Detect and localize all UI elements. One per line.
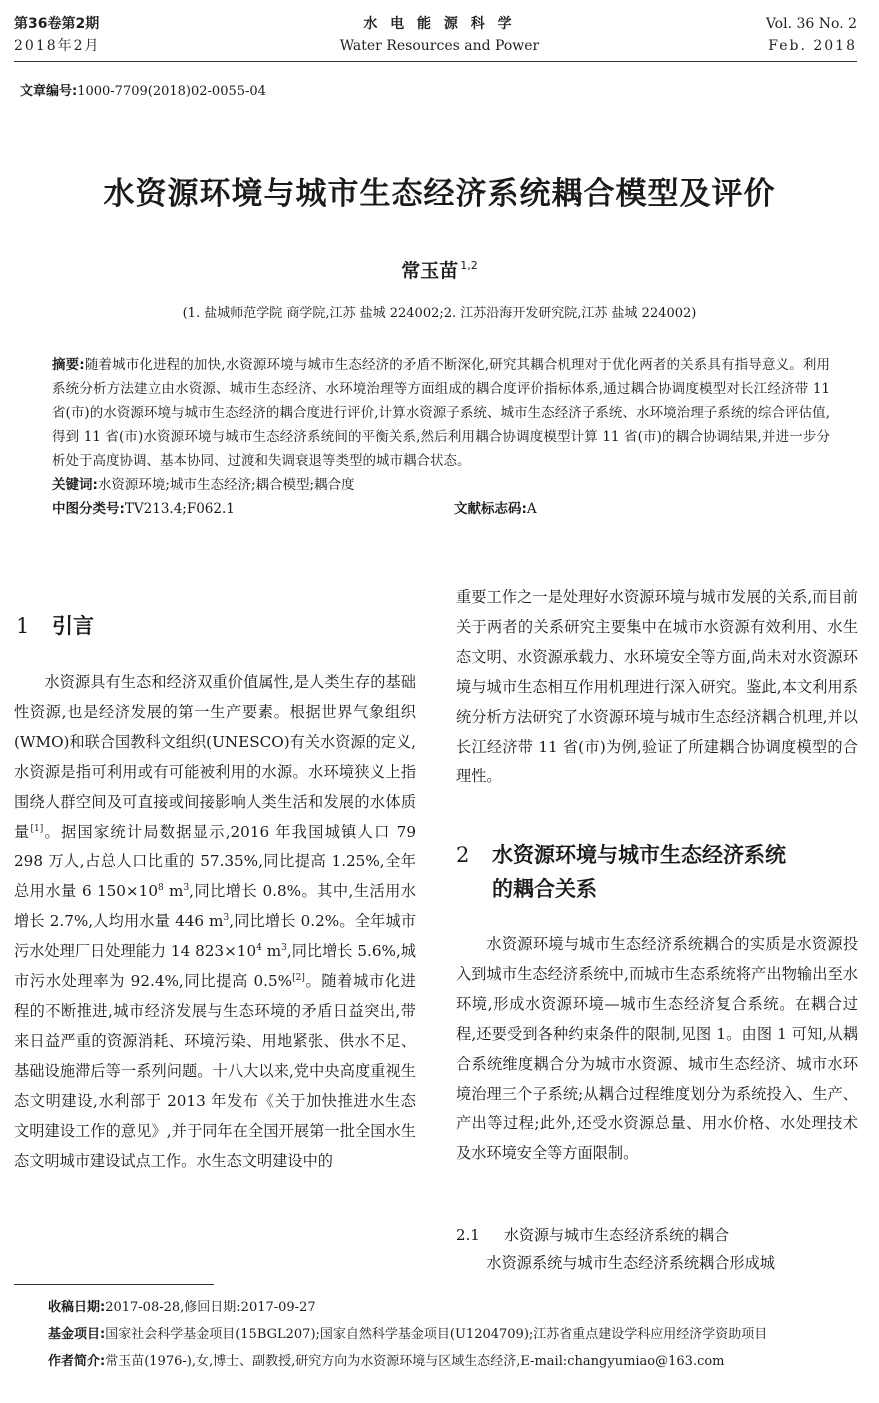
section-2-paragraph: 水资源环境与城市生态经济系统耦合的实质是水资源投入到城市生态经济系统中,而城市生态系统将产出物输出至水环境,形成水资源环境—城市生态经济复合系统。在耦合过程,还要受到各种约束条件的限制,见图 1。由图 1 可知,从耦合系统维度耦合分为城市水资源、城市生态经济、城市水环境治理三个子系统;从耦合过程维度划分为系统投入、生产、产出等过程;此外,还受水资源总量、用水价格、水处理技术及水环境安全等方面限制。: [456, 935, 858, 1163]
affiliation: (1. 盐城师范学院 商学院,江苏 盐城 224002;2. 江苏沿海开发研究院,江苏 盐城 224002): [182, 306, 697, 321]
header-date-cn: 2018年2月: [14, 38, 101, 54]
footnotes: [14, 1294, 864, 1375]
article-id-value: 1000-7709(2018)02-0055-04: [77, 84, 266, 99]
keywords: [52, 473, 830, 497]
footnote-received: 收稿日期:2017-08-28,修回日期:2017-09-27: [48, 1300, 316, 1315]
section-2-body: [456, 930, 858, 1169]
article-id-label: 文章编号:: [20, 84, 78, 99]
section-2-1-paragraph: 水资源系统与城市生态经济系统耦合形成城: [486, 1254, 775, 1272]
paper-title: 水资源环境与城市生态经济系统耦合模型及评价: [103, 176, 776, 212]
header-journal-cn: 水 电 能 源 科 学: [363, 16, 516, 32]
doc-code: [454, 497, 537, 521]
intro-paragraph: 水资源具有生态和经济双重价值属性,是人类生存的基础性资源,也是经济发展的第一生产要素。根据世界气象组织(WMO)和联合国教科文组织(UNESCO)有关水资源的定义,水资源是指可利用或有可能被利用的水源。水环境狭义上指围绕人群空间及可直接或间接影响人类生活和发展的水体质量[1]。据国家统计局数据显示,2016 年我国城镇人口 79 298 万人,占总人口比重的 57.35%,同比提高 1.25%,全年总用水量 6 $150\times 10^8$ $m^3$,同比增长 0.8%。其中,生活用水增长 2.7%,人均用水量 446 $m^3$,同比增长 0.2%。全年城市污水处理厂日处理能力 14 $823\times 10^4$ $m^3$,同比增长 5.6%,城市污水处理率为 92.4%,同比提高 0.5%[2]。随着城市化进程的不断推进,城市经济发展与生态环境的矛盾日益突出,带来日益严重的资源消耗、环境污染、用地紧张、供水不足、基础设施滞后等一系列问题。十八大以来,党中央高度重视生态文明建设,水利部于 2013 年发布《关于加快推进水生态文明建设工作的意见》,并于同年在全国开展第一批全国水生态文明城市建设试点工作。水生态文明建设中的: [14, 673, 417, 1170]
ref-2: [2]: [292, 973, 305, 984]
keywords-label: 关键词:: [52, 477, 98, 493]
section-2-title-line1: 水资源环境与城市生态经济系统: [492, 843, 786, 867]
header-rule: [14, 61, 857, 62]
section-2-heading: [456, 838, 866, 906]
abstract-label: 摘要:: [52, 357, 85, 373]
ref-1: [1]: [30, 823, 44, 834]
author: [0, 256, 879, 283]
section-2-1-heading: [456, 1220, 729, 1250]
clc-label: 中图分类号:: [52, 501, 125, 517]
section-2-1-body: [456, 1249, 858, 1279]
header-volume-issue: 第36卷第2期: [14, 16, 100, 32]
abstract: [52, 353, 830, 521]
section-2-1-title: 水资源与城市生态经济系统的耦合: [504, 1226, 730, 1244]
section-2-number: 2: [456, 843, 470, 867]
section-2-title-line2: 的耦合关系: [492, 877, 597, 901]
abstract-text: 随着城市化进程的加快,水资源环境与城市生态经济的矛盾不断深化,研究其耦合机理对于优化两者的关系具有指导意义。利用系统分析方法建立由水资源、城市生态经济、水环境治理等方面组成的耦合度评价指标体系,通过耦合协调度模型对长江经济带 11 省(市)的水资源环境与城市生态经济的耦合度进行评价,计算水资源子系统、城市生态经济子系统、水环境治理子系统的综合评估值,得到 11 省(市)水资源环境与城市生态经济系统间的平衡关系,然后利用耦合协调度模型计算 11 省(市)的耦合协调结果,并进一步分析处于高度协调、基本协同、过渡和失调衰退等类型的城市耦合状态。: [52, 357, 830, 469]
keywords-text: 水资源环境;城市生态经济;耦合模型;耦合度: [97, 477, 355, 493]
footnote-bio: 作者简介:常玉苗(1976-),女,博士、副教授,研究方向为水资源环境与区域生态经济,E-mail:changyumiao@163.com: [48, 1354, 725, 1369]
header-journal-en: Water Resources and Power: [339, 38, 540, 54]
header-volume-en: Vol. 36 No. 2: [765, 16, 857, 32]
author-sup: 1,2: [460, 259, 478, 272]
author-name: 常玉苗: [401, 260, 459, 282]
footnote-rule: [14, 1284, 214, 1285]
classification-line: [52, 497, 830, 521]
section-1-heading: [16, 609, 94, 643]
section-1-title: 引言: [52, 614, 94, 638]
footnote-fund: 基金项目:国家社会科学基金项目(15BGL207);国家自然科学基金项目(U1204709);江苏省重点建设学科应用经济学资助项目: [48, 1327, 768, 1342]
intro-continuation: 重要工作之一是处理好水资源环境与城市发展的关系,而目前关于两者的关系研究主要集中在城市水资源有效利用、水生态文明、水资源承载力、水环境安全等方面,尚未对水资源环境与城市生态相互作用机理进行深入研究。鉴此,本文利用系统分析方法研究了水资源环境与城市生态经济耦合机理,并以长江经济带 11 省(市)为例,验证了所建耦合协调度模型的合理性。: [456, 588, 858, 786]
left-column-body: [14, 668, 416, 1176]
header-date-en: Feb. 2018: [768, 38, 857, 54]
clc-value: TV213.4;F062.1: [124, 501, 235, 517]
doc-value: A: [526, 501, 537, 517]
right-column-top: [456, 583, 858, 792]
article-id: [20, 80, 266, 99]
section-1-number: 1: [16, 614, 30, 638]
section-2-1-number: 2.1: [456, 1226, 480, 1244]
doc-label: 文献标志码:: [454, 501, 527, 517]
